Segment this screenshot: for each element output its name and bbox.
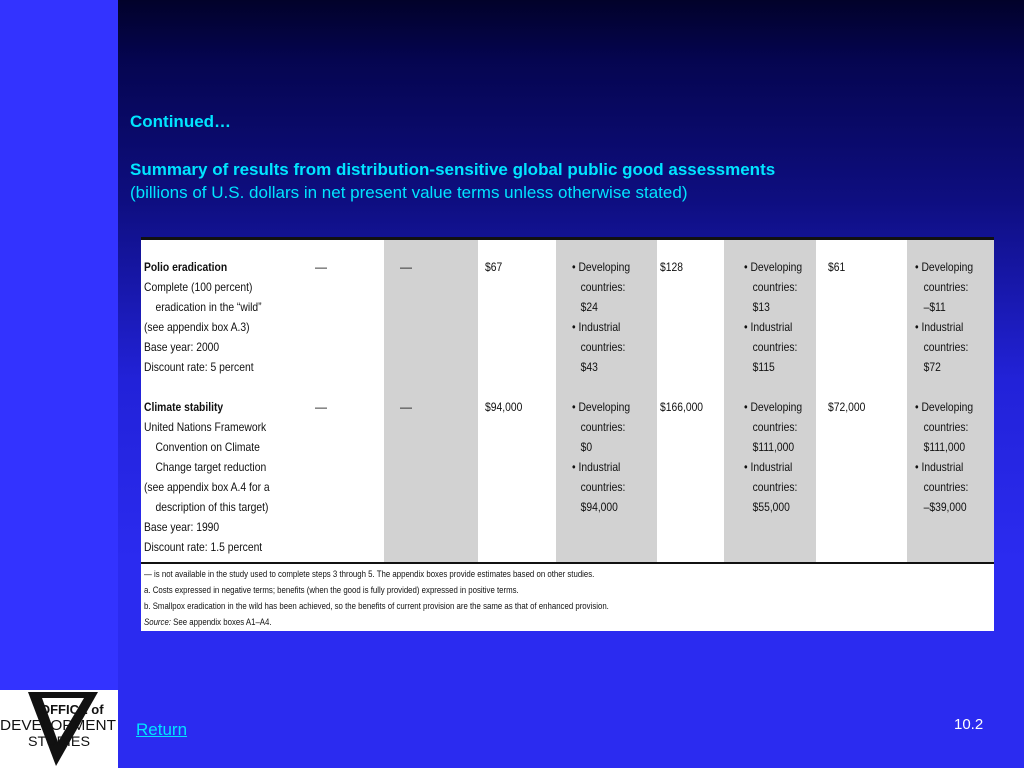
results-table [141,237,994,631]
cell-polio-col5: $128 [660,260,683,274]
logo-line-3: STUDIES [28,733,90,749]
cell-polio-col4: • Developing countries: $24 • Industrial countries: $43 [572,260,631,374]
cell-climate-col7: $72,000 [828,400,866,414]
source-label: Source: [144,617,171,627]
table-top-rule [141,237,994,240]
row-title-climate: Climate stability [144,400,224,414]
footnote-b: b. Smallpox eradication in the wild has been achieved, so the benefits of current provision are the same as that of enhanced provision. [144,601,609,611]
cell-climate-col2: — [400,400,412,414]
return-link[interactable]: Return [136,720,188,739]
cell-polio-col3: $67 [485,260,503,274]
row-desc-polio: Complete (100 percent) eradication in the “wild” (see appendix box A.3) Base year: 2000 Discount rate: 5 percent [144,280,262,374]
continued-label: Continued… [130,112,232,131]
row-title-polio: Polio eradication [144,260,228,274]
cell-polio-col1: — [315,260,327,274]
row-desc-climate: United Nations Framework Convention on Climate Change target reduction (see appendix box A.4 for a description of this target) Base year: 1990 Discount rate: 1.5 percent [144,420,270,554]
cell-climate-col5: $166,000 [660,400,704,414]
logo-graphic [0,690,118,768]
cell-polio-col7: $61 [828,260,846,274]
table-footnote-rule [141,562,994,564]
cell-climate-col1: — [315,400,327,414]
cell-polio-col2: — [400,260,412,274]
source-text: See appendix boxes A1–A4. [170,617,272,627]
cell-climate-col6: • Developing countries: $111,000 • Industrial countries: $55,000 [744,400,803,514]
cell-polio-col6: • Developing countries: $13 • Industrial countries: $115 [744,260,803,374]
footnote-a: a. Costs expressed in negative terms; benefits (when the good is fully provided) expressed in positive terms. [144,585,519,595]
cell-climate-col3: $94,000 [485,400,523,414]
logo-line-1: OFFICE of [40,702,104,717]
cell-polio-col8: • Developing countries: –$11 • Industrial countries: $72 [915,260,974,374]
left-sidebar [0,0,118,768]
slide-subtitle: (billions of U.S. dollars in net present value terms unless otherwise stated) [130,183,688,202]
shaded-column-2 [384,240,478,562]
page-number: 10.2 [954,716,984,733]
office-of-development-studies-logo [0,690,118,768]
cell-climate-col8: • Developing countries: $111,000 • Industrial countries: –$39,000 [915,400,974,514]
logo-line-2: DEVELOPMENT [0,717,117,734]
footnote-dash: — is not available in the study used to complete steps 3 through 5. The appendix boxes provide estimates based on other studies. [144,569,595,579]
cell-climate-col4: • Developing countries: $0 • Industrial countries: $94,000 [572,400,631,514]
footnote-source [144,617,272,627]
slide-title: Summary of results from distribution-sensitive global public good assessments [130,160,776,179]
